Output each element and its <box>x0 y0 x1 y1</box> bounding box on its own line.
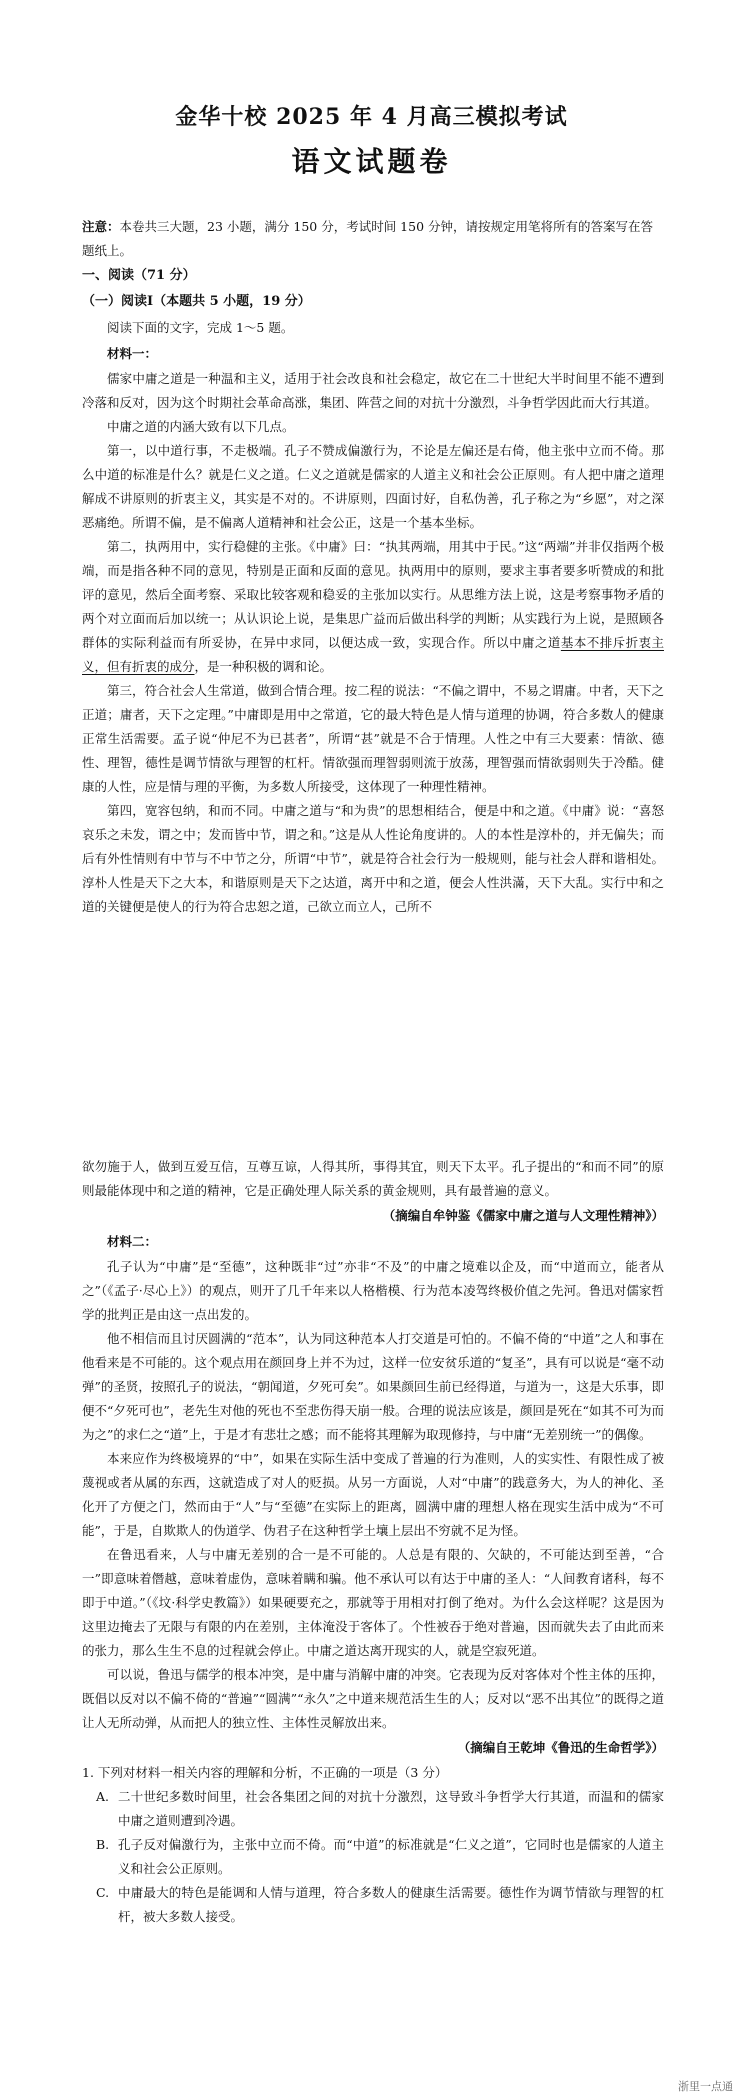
exam-note <box>82 215 664 263</box>
exam-subtitle: 语文试题卷 <box>291 145 452 178</box>
material2-source: （摘编自王乾坤《鲁迅的生命哲学》） <box>457 1740 664 1755</box>
material1-source: （摘编自牟钟鉴《儒家中庸之道与人文理性精神》） <box>382 1208 664 1223</box>
answer-option <box>82 1785 664 1833</box>
answer-option <box>82 1833 664 1881</box>
material1-paragraph <box>82 535 664 679</box>
exam-title: 金华十校 2025 年 4 月高三模拟考试 <box>175 104 568 130</box>
note-text: 本卷共三大题，23 小题，满分 150 分，考试时间 150 分钟，请按规定用笔将所有的答案写在答题纸上。 <box>82 219 654 258</box>
option-text: 中庸最大的特色是能调和人情与道理，符合多数人的健康生活需要。德性作为调节情欲与理智的杠杆，被大多数人接受。 <box>118 1885 664 1924</box>
lower-content <box>82 1155 664 1929</box>
option-key: C. <box>96 1885 110 1900</box>
material1-paragraph-continued: 欲勿施于人，做到互爱互信，互尊互谅，人得其所，事得其宜，则天下太平。孔子提出的“和而不同”的原则最能体现中和之道的精神，它是正确处理人际关系的黄金规则，具有最普遍的意义。 <box>82 1159 664 1198</box>
section-title: 一、阅读（71 分） <box>82 268 196 283</box>
option-key: B. <box>96 1837 110 1852</box>
material2-paragraph: 孔子认为“中庸”是“至德”，这种既非“过”亦非“不及”的中庸之境难以企及，而“中道而立，能者从之”（《孟子·尽心上》）的观点，则开了几千年来以人格楷模、行为范本凌驾终极价值之先河。鲁迅对儒家哲学的批判正是由这一点出发的。 <box>82 1259 664 1322</box>
material2-paragraph: 本来应作为终极境界的“中”，如果在实际生活中变成了普遍的行为准则，人的实实性、有限性成了被蔑视或者从属的东西，这就造成了对人的贬损。从另一方面说，人对“中庸”的践意务大，为人的神化、圣化开了方便之门，然而由于“人”与“至德”在实际上的距离，圆满中庸的理想人格在现实生活中成为“不可能”，于是，自欺欺人的伪道学、伪君子在这种哲学土壤上层出不穷就不足为怪。 <box>82 1451 664 1538</box>
answer-option <box>82 1881 664 1929</box>
material1-paragraph: 第四，宽容包纳，和而不同。中庸之道与“和为贵”的思想相结合，便是中和之道。《中庸》说：“喜怒哀乐之未发，谓之中；发而皆中节，谓之和。”这是从人性论角度讲的。人的本性是淳朴的，并无偏失；而后有外性情则有中节与不中节之分，所谓“中节”，就是符合社会行为一般规则，能与社会人群和谐相处。淳朴人性是天下之大本，和谐原则是天下之达道，离开中和之道，便会人性洪滿，天下大乱。实行中和之道的关键便是使人的行为符合忠恕之道，己欲立而立人，己所不 <box>82 803 664 914</box>
material1-paragraph: 中庸之道的内涵大致有以下几点。 <box>107 419 295 434</box>
material2-paragraph: 可以说，鲁迅与儒学的根本冲突，是中庸与消解中庸的冲突。它表现为反对客体对个性主体的压抑，既倡以反对以不偏不倚的“普遍”“圆满”“永久”之中道来规范活生生的人；反对以“恶不出其位”的既得之道让人无所动弹，从而把人的独立性、主体性灵解放出来。 <box>82 1667 664 1730</box>
question-stem: 1. 下列对材料一相关内容的理解和分析，不正确的一项是（3 分） <box>82 1765 448 1780</box>
note-label: 注意： <box>82 219 120 234</box>
material1-paragraph: 儒家中庸之道是一种温和主义，适用于社会改良和社会稳定，故它在二十世纪大半时间里不能不遭到冷落和反对，因为这个时期社会革命高涨，集团、阵营之间的对抗十分激烈，斗争哲学因此而大行其道。 <box>82 371 664 410</box>
option-key: A. <box>96 1789 110 1804</box>
paragraph-text: 第二，执两用中，实行稳健的主张。《中庸》曰：“执其两端，用其中于民。”这“两端”并非仅指两个极端，而是指各种不同的意见，特别是正面和反面的意见。执两用中的原则，要求主事者要多听赞成的和批评的意见，然后全面考察、采取比较客观和稳妥的主张加以实行。从思维方法上说，这是考察事物矛盾的两个对立面而后加以统一；从认识论上说，是集思广益而后做出科学的判断；从实践行为上说，是照顾各群体的实际利益而有所妥协，在异中求同，以便达成一致，实现合作。所以中庸之道 <box>82 539 664 650</box>
material1-paragraph: 第一，以中道行事，不走极端。孔子不赞成偏激行为，不论是左偏还是右倚，他主张中立而不倚。那么中道的标准是什么？就是仁义之道。仁义之道就是儒家的人道主义和社会公正原则。有人把中庸之道理解成不讲原则的折衷主义，其实是不对的。不讲原则，四面讨好，自私伪善，孔子称之为“乡愿”，对之深恶痛绝。所谓不偏，是不偏离人道精神和社会公正，这是一个基本坐标。 <box>82 443 664 530</box>
material1-label: 材料一： <box>107 346 158 361</box>
material2-paragraph: 在鲁迅看来，人与中庸无差别的合一是不可能的。人总是有限的、欠缺的，不可能达到至善，“合一”即意味着僭越，意味着虚伪，意味着瞒和骗。他不承认可以有达于中庸的圣人：“人间教育诸科，每不即于中道。”（《坟·科学史教篇》）如果硬要充之，那就等于用相对打倒了绝对。为什么会这样呢？这是因为这里边掩去了无限与有限的内在差别，主体淹没于客体了。个性被吞于绝对普遍，因而就失去了由此而来的张力，那么生生不息的过程就会停止。中庸之道达离开现实的人，就是空寂死道。 <box>82 1547 664 1658</box>
material2-label: 材料二： <box>107 1234 158 1249</box>
material2-paragraph: 他不相信而且讨厌圆满的“范本”，认为同这种范本人打交道是可怕的。不偏不倚的“中道”之人和事在他看来是不可能的。这个观点用在颜回身上并不为过，这样一位安贫乐道的“复圣”，具有可以说是“毫不动弹”的圣贤，按照孔子的说法，“朝闻道，夕死可矣”。如果颜回生前已经得道，与道为一，这是大乐事，即便不“夕死可也”，老先生对他的死也不至悲伤得天崩一般。合理的说法应该是，颜回是死在“如其不可为而为之”的求仁之“道”上，于是才有悲壮之感；而不能将其理解为取现修持，与中庸“无差别统一”的偶像。 <box>82 1331 664 1442</box>
underlined-sentence: 基本不排斥折衷主义，但有折衷的成分 <box>82 635 664 674</box>
part-title: （一）阅读Ⅰ（本题共 5 小题，19 分） <box>82 294 311 309</box>
upper-content <box>82 215 664 919</box>
watermark-text: 浙里一点通 <box>678 2080 733 2093</box>
option-text: 孔子反对偏激行为，主张中立而不倚。而“中道”的标准就是“仁义之道”，它同时也是儒家的人道主义和社会公正原则。 <box>118 1837 664 1876</box>
reading-instruction: 阅读下面的文字，完成 1～5 题。 <box>107 320 294 335</box>
option-text: 二十世纪多数时间里，社会各集团之间的对抗十分激烈，这导致斗争哲学大行其道，而温和的儒家中庸之道则遭到冷遇。 <box>118 1789 664 1828</box>
material1-paragraph: 第三，符合社会人生常道，做到合情合理。按二程的说法：“不偏之谓中，不易之谓庸。中者，天下之正道；庸者，天下之定理。”中庸即是用中之常道，它的最大特色是人情与道理的协调，符合多数人的健康正常生活需要。孟子说“仲尼不为已甚者”，所谓“甚”就是不合于情理。人性之中有三大要素：情欲、德性、理智，德性是调节情欲与理智的杠杆。情欲强而理智弱则流于放荡，理智强而情欲弱则失于冷酷。健康的人性，应是情与理的平衡，为多数人所接受，这体现了一种理性精神。 <box>82 683 664 794</box>
paragraph-text: ，是一种积极的调和论。 <box>194 659 333 674</box>
